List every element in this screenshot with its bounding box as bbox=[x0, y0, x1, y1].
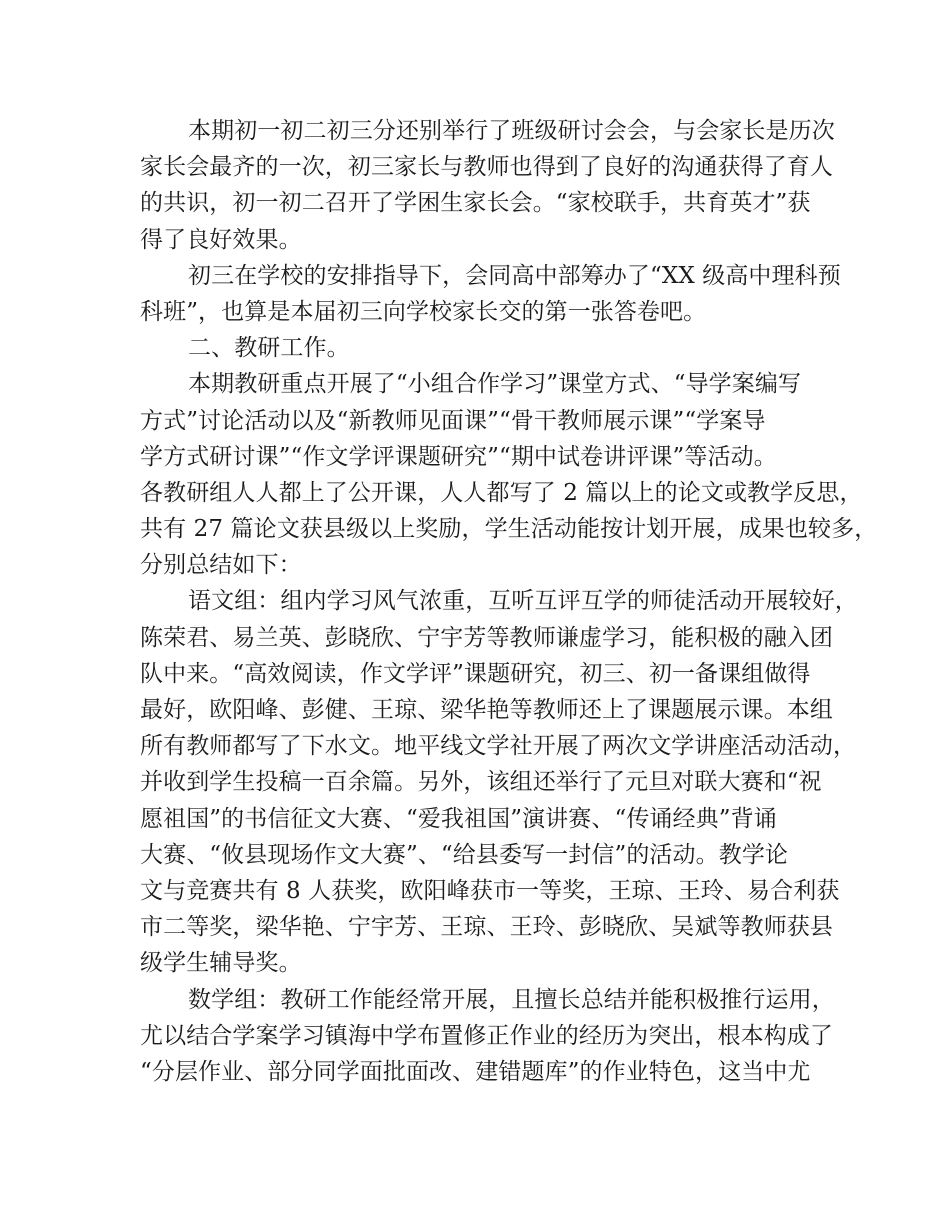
text-line: 科班”，也算是本届初三向学校家长交的第一张答卷吧。 bbox=[140, 298, 707, 325]
text-line: 学方式研讨课”“作文学评课题研究”“期中试卷讲评课”等活动。 bbox=[140, 443, 777, 470]
text-line: 各教研组人人都上了公开课，人人都写了 2 篇以上的论文或教学反思， bbox=[140, 479, 863, 506]
text-line: 尤以结合学案学习镇海中学布置修正作业的经历为突出，根本构成了 bbox=[140, 1022, 833, 1049]
text-line: 共有 27 篇论文获县级以上奖励，学生活动能按计划开展，成果也较多， bbox=[140, 516, 878, 543]
text-line: “分层作业、部分同学面批面改、建错题库”的作业特色，这当中尤 bbox=[140, 1058, 811, 1085]
text-line: 最好，欧阳峰、彭健、王琼、梁华艳等教师还上了课题展示课。本组 bbox=[140, 697, 833, 723]
text-line: 市二等奖，梁华艳、宁宇芳、王琼、王玲、彭晓欣、吴斌等教师获县 bbox=[140, 914, 833, 941]
text-line: 分别总结如下： bbox=[140, 552, 302, 579]
text-line: 本期初一初二初三分还别举行了班级研讨会会，与会家长是历次 bbox=[188, 118, 835, 144]
text-line: 二、教研工作。 bbox=[188, 335, 350, 362]
text-line: 本期教研重点开展了“小组合作学习”课堂方式、“导学案编写 bbox=[188, 371, 802, 398]
text-line: 语文组：组内学习风气浓重，互听互评互学的师徒活动开展较好， bbox=[188, 588, 858, 615]
text-line: 的共识，初一初二召开了学困生家长会。“家校联手，共育英才”获 bbox=[140, 190, 811, 217]
text-line: 家长会最齐的一次，初三家长与教师也得到了良好的沟通获得了育人 bbox=[140, 154, 833, 181]
text-line: 级学生辅导奖。 bbox=[140, 950, 302, 977]
text-line: 初三在学校的安排指导下，会同高中部筹办了“XX 级高中理科预 bbox=[188, 262, 841, 289]
document-body bbox=[140, 113, 878, 1090]
text-line: 数学组：教研工作能经常开展，且擅长总结并能积极推行运用， bbox=[188, 986, 835, 1013]
text-line: 方式”讨论活动以及“新教师见面课”“骨干教师展示课”“学案导 bbox=[140, 407, 766, 434]
text-line: 愿祖国”的书信征文大赛、“爱我祖国”演讲赛、“传诵经典”背诵 bbox=[140, 805, 777, 832]
text-line: 所有教师都写了下水文。地平线文学社开展了两次文学讲座活动活动， bbox=[140, 733, 857, 760]
text-line: 队中来。“高效阅读，作文学评”课题研究，初三、初一备课组做得 bbox=[140, 660, 811, 687]
text-line: 大赛、“攸县现场作文大赛”、“给县委写一封信”的活动。教学论 bbox=[140, 841, 789, 868]
text-line: 并收到学生投稿一百余篇。另外，该组还举行了元旦对联大赛和“祝 bbox=[140, 769, 822, 796]
text-line: 文与竞赛共有 8 人获奖，欧阳峰获市一等奖，王琼、王玲、易合利获 bbox=[140, 877, 840, 904]
text-line: 得了良好效果。 bbox=[140, 226, 302, 253]
text-line: 陈荣君、易兰英、彭晓欣、宁宇芳等教师谦虚学习，能积极的融入团 bbox=[140, 624, 833, 651]
